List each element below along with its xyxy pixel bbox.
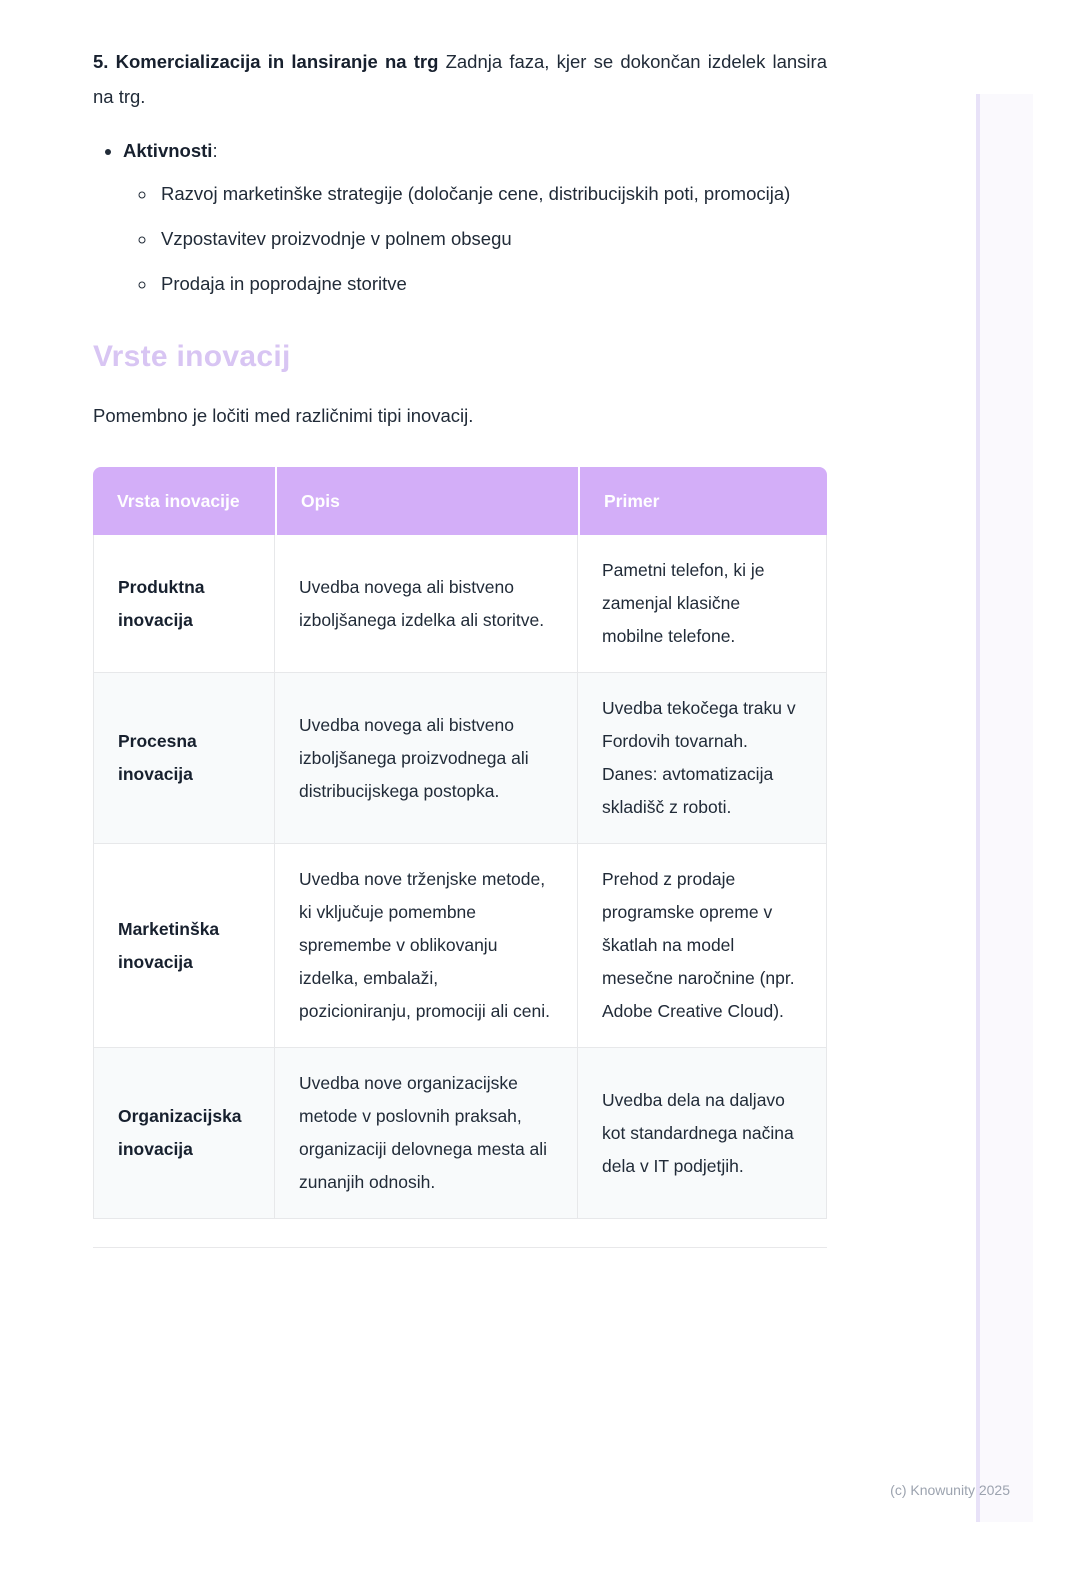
cell-example: Prehod z prodaje programske opreme v škatlah na model mesečne naročnine (npr. Adobe Creative Cloud). (578, 844, 827, 1048)
phase5-paragraph (93, 44, 827, 114)
cell-type: Organizacijska inovacija (93, 1048, 275, 1219)
column-header-vrsta-inovacije: Vrsta inovacije (93, 467, 275, 535)
activities-list-item (123, 134, 827, 300)
page-edge-strip (976, 94, 1033, 1522)
cell-description: Uvedba novega ali bistveno izboljšanega proizvodnega ali distribucijskega postopka. (275, 673, 578, 844)
activities-colon: : (212, 140, 218, 161)
section-title-vrste-inovacij: Vrste inovacij (93, 340, 291, 373)
cell-type: Produktna inovacija (93, 535, 275, 673)
activity-item-marketing-strategy: ◦ Razvoj marketinške strategije (določanje cene, distribucijskih poti, promocija) (157, 177, 827, 210)
activities-label: Aktivnosti (123, 140, 213, 161)
table-row-marketinska (93, 844, 827, 1048)
cell-description: Uvedba nove trženjske metode, ki vključuje pomembne spremembe v oblikovanju izdelka, embalaži, pozicioniranju, promociji ali ceni. (275, 844, 578, 1048)
cell-description: Uvedba novega ali bistveno izboljšanega izdelka ali storitve. (275, 535, 578, 673)
activities-list (93, 134, 827, 300)
activity-item-production: ◦ Vzpostavitev proizvodnje v polnem obsegu (157, 222, 827, 255)
table-header (93, 467, 827, 535)
table-row-procesna (93, 673, 827, 844)
section-intro-text: Pomembno je ločiti med različnimi tipi inovacij. (93, 405, 474, 426)
cell-description: Uvedba nove organizacijske metode v poslovnih praksah, organizaciji delovnega mesta ali zunanjih odnosih. (275, 1048, 578, 1219)
column-header-primer: Primer (578, 467, 827, 535)
document-content (93, 44, 827, 1248)
innovation-types-table (93, 467, 827, 1219)
column-header-opis: Opis (275, 467, 578, 535)
copyright-text: (c) Knowunity 2025 (890, 1482, 1010, 1498)
activities-sublist (123, 177, 827, 300)
cell-type: Marketinška inovacija (93, 844, 275, 1048)
table-row-organizacijska (93, 1048, 827, 1219)
table-row-produktna (93, 535, 827, 673)
cell-type: Procesna inovacija (93, 673, 275, 844)
phase5-heading-text: 5. Komercializacija in lansiranje na trg (93, 51, 439, 72)
phase5-body-text: Zadnja faza, kjer se dokončan izdelek lansira na trg. (93, 51, 827, 107)
cell-example: Uvedba tekočega traku v Fordovih tovarnah. Danes: avtomatizacija skladišč z roboti. (578, 673, 827, 844)
cell-example: Uvedba dela na daljavo kot standardnega načina dela v IT podjetjih. (578, 1048, 827, 1219)
bottom-divider (93, 1247, 827, 1248)
cell-example: Pametni telefon, ki je zamenjal klasične mobilne telefone. (578, 535, 827, 673)
activity-item-sales: ◦ Prodaja in poprodajne storitve (157, 267, 827, 300)
